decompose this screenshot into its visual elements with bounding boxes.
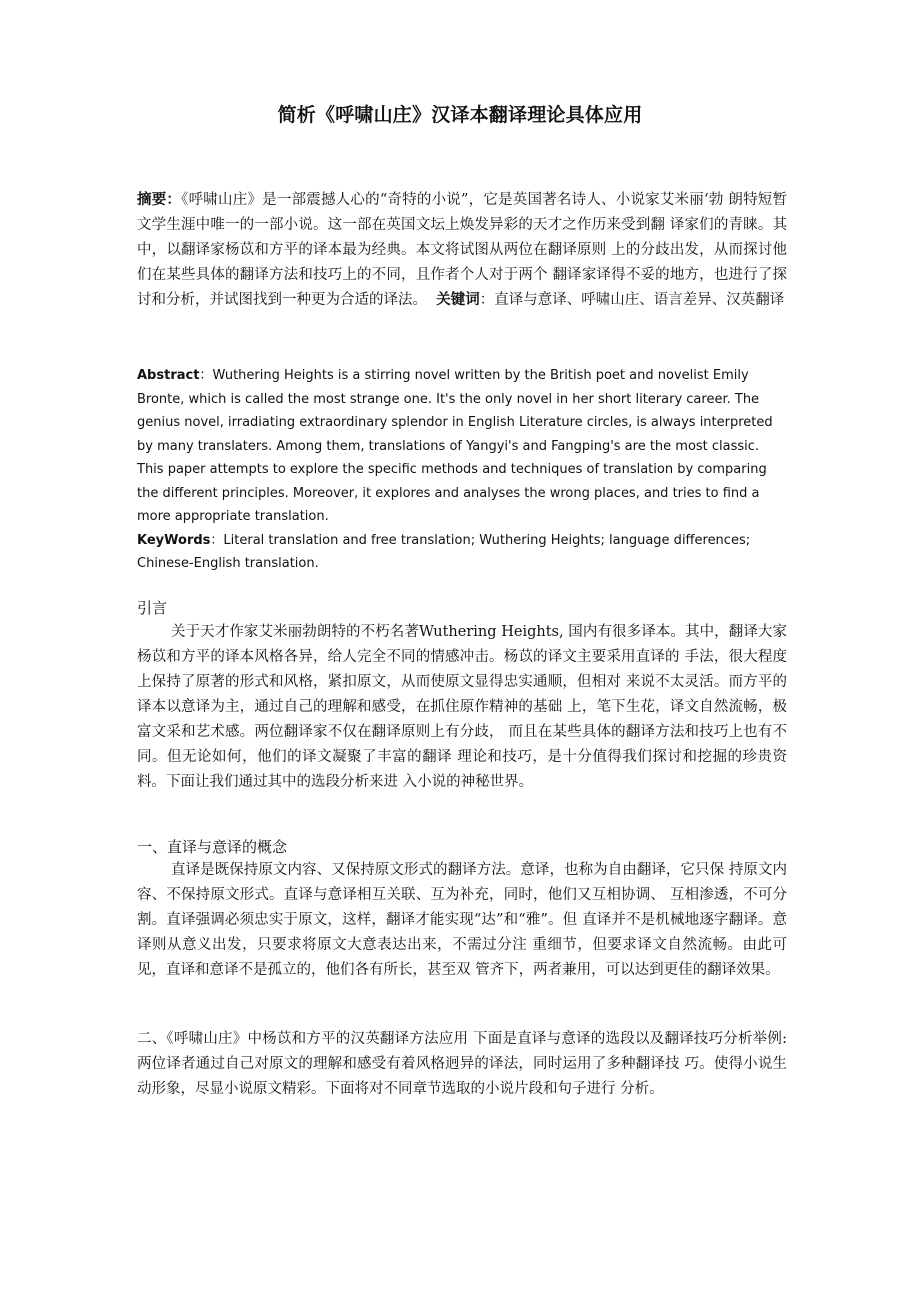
abstract-cn-text: 《呼啸山庄》是一部震撼人心的“奇特的小说”，它是英国著名诗人、小说家艾米丽‘勃 朗特短暂文学生涯中唯一的一部小说。这一部在英国文坛上焕发异彩的天才之作历来受到翻 译家们的青睐。其中，以翻译家杨苡和方平的译本最为经典。本文将试图从两位在翻译原则 上的分歧出发，从而探讨他们在某些具体的翻译方法和技巧上的不同，且作者个人对于两个 翻译家译得不妥的地方，也进行了探讨和分析，并试图找到一种更为合适的译法。 xyxy=(137,192,788,308)
keywords-en-text: Literal translation and free translation; Wuthering Heights; language differences; Chinese-English translation. xyxy=(137,532,751,571)
keywords-en-label: KeyWords xyxy=(137,532,211,548)
abstract-en-text: Wuthering Heights is a stirring novel written by the British poet and novelist Emily Bronte, which is called the most strange one. It's the only novel in her short literary career. The genius novel, irradiating extraordinary splendor in English Literature circles, is always interpreted by many translaters. Among them, translations of Yangyi's and Fangping's are the most classic. This paper attempts to explore the specific methods and techniques of translation by comparing the different principles. Moreover, it explores and analyses the wrong places, and tries to find a more appropriate translation. xyxy=(137,368,773,524)
intro-heading: 引言 xyxy=(137,599,168,617)
keywords-cn-label: 关键词 xyxy=(436,292,480,308)
section1-paragraph: 直译是既保持原文内容、又保持原文形式的翻译方法。意译，也称为自由翻译，它只保 持原文内容、不保持原文形式。直译与意译相互关联、互为补充，同时，他们又互相协调、 互相渗透，不可分割。直译强调必须忠实于原文，这样，翻译才能实现“达”和“雅”。但 直译并不是机械地逐字翻译。意译则从意义出发，只要求将原文大意表达出来，不需过分注 重细节，但要求译文自然流畅。由此可见，直译和意译不是孤立的，他们各有所长，甚至双 管齐下，两者兼用，可以达到更佳的翻译效果。 xyxy=(137,862,787,978)
section1-heading: 一、直译与意译的概念 xyxy=(137,838,288,856)
intro-paragraph: 关于天才作家艾米丽勃朗特的不朽名著Wuthering Heights, 国内有很多译本。其中，翻译大家杨苡和方平的译本风格各异，给人完全不同的情感冲击。杨苡的译文主要采用直译的 手法，很大程度上保持了原著的形式和风格，紧扣原文，从而使原文显得忠实通顺，但相对 来说不太灵活。而方平的译本以意译为主，通过自己的理解和感受，在抓住原作精神的基础 上，笔下生花，译文自然流畅，极富文采和艺术感。两位翻译家不仅在翻译原则上有分歧， 而且在某些具体的翻译方法和技巧上也有不同。但无论如何，他们的译文凝聚了丰富的翻译 理论和技巧，是十分值得我们探讨和挖掘的珍贵资料。下面让我们通过其中的选段分析来进 入小说的神秘世界。 xyxy=(137,624,787,790)
keywords-cn-sep: ： xyxy=(479,292,495,308)
abstract-en-label: Abstract xyxy=(137,368,200,383)
chinese-abstract xyxy=(137,188,787,313)
english-abstract xyxy=(137,364,787,576)
paper-title: 简析《呼啸山庄》汉译本翻译理论具体应用 xyxy=(277,104,643,126)
abstract-en-sep: ： xyxy=(199,368,213,383)
keywords-en-sep: ： xyxy=(210,532,224,548)
abstract-cn-label: 摘要： xyxy=(137,192,182,208)
section2-paragraph: 二、《呼啸山庄》中杨苡和方平的汉英翻译方法应用 下面是直译与意译的选段以及翻译技巧分析举例: 两位译者通过自己对原文的理解和感受有着风格迥异的译法，同时运用了多种翻译技 巧。使得小说生动形象，尽显小说原文精彩。下面将对不同章节选取的小说片段和句子进行 分析。 xyxy=(137,1031,787,1097)
keywords-cn-text: 直译与意译、呼啸山庄、语言差异、汉英翻译 xyxy=(494,292,785,308)
